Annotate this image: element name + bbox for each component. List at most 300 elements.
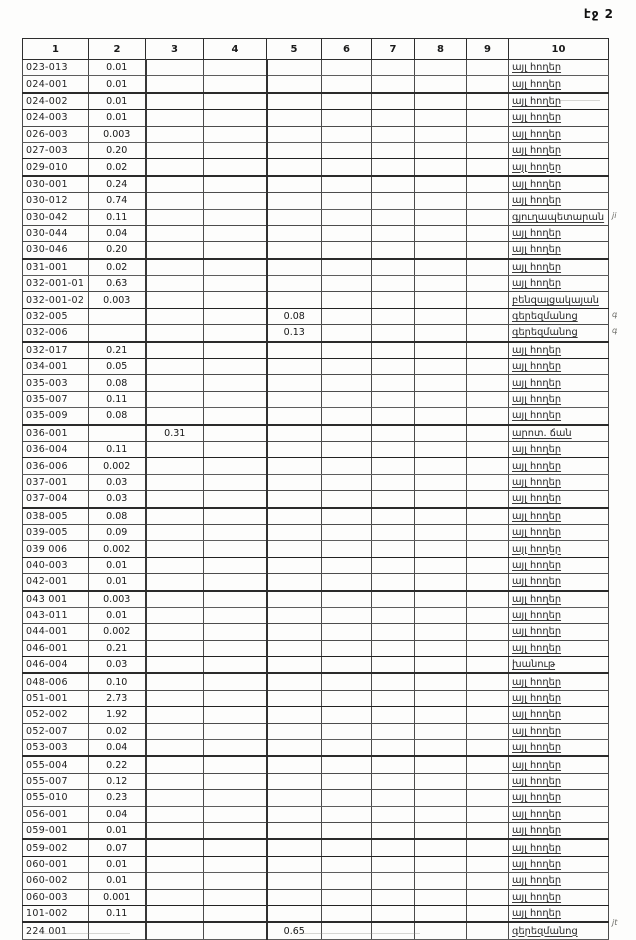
area-value-cell xyxy=(467,591,509,608)
table-row xyxy=(23,292,609,308)
area-value-cell xyxy=(204,474,267,490)
scan-artifact xyxy=(40,933,130,934)
area-value-cell xyxy=(372,110,415,126)
area-value-cell xyxy=(146,110,204,126)
area-value-cell xyxy=(146,60,204,76)
area-value-cell xyxy=(415,889,467,905)
area-value-cell xyxy=(267,458,322,474)
area-value-cell xyxy=(415,740,467,757)
area-value-cell: 0.02 xyxy=(89,159,146,176)
area-value-cell: 1.92 xyxy=(89,707,146,723)
area-value-cell xyxy=(467,126,509,142)
land-use-cell: գերեզմանոց xyxy=(509,325,609,342)
area-value-cell xyxy=(146,690,204,706)
area-value-cell xyxy=(204,209,267,225)
area-value-cell xyxy=(415,76,467,93)
area-value-cell xyxy=(322,557,372,573)
land-use-cell: այլ հողեր xyxy=(509,142,609,158)
area-value-cell xyxy=(415,541,467,557)
area-value-cell: 0.02 xyxy=(89,723,146,739)
parcel-code-cell: 032-006 xyxy=(23,325,89,342)
area-value-cell: 2.73 xyxy=(89,690,146,706)
area-value-cell xyxy=(372,408,415,425)
parcel-code-cell: 034-001 xyxy=(23,359,89,375)
area-value-cell xyxy=(415,110,467,126)
area-value-cell xyxy=(146,458,204,474)
area-value-cell xyxy=(415,308,467,324)
area-value-cell: 0.04 xyxy=(89,806,146,822)
area-value-cell: 0.002 xyxy=(89,541,146,557)
area-value-cell xyxy=(146,922,204,939)
parcel-code-cell: 224 001 xyxy=(23,922,89,939)
area-value-cell: 0.09 xyxy=(89,524,146,540)
table-row xyxy=(23,740,609,757)
area-value-cell: 0.10 xyxy=(89,673,146,690)
area-value-cell xyxy=(415,574,467,591)
area-value-cell xyxy=(415,657,467,674)
area-value-cell xyxy=(146,806,204,822)
area-value-cell xyxy=(146,723,204,739)
area-value-cell xyxy=(146,142,204,158)
area-value-cell xyxy=(322,524,372,540)
area-value-cell xyxy=(267,408,322,425)
column-header-4: 4 xyxy=(204,39,267,60)
area-value-cell xyxy=(372,342,415,359)
area-value-cell: 0.003 xyxy=(89,292,146,308)
land-use-cell: այլ հողեր xyxy=(509,259,609,276)
area-value-cell xyxy=(415,524,467,540)
area-value-cell xyxy=(204,110,267,126)
area-value-cell xyxy=(372,740,415,757)
area-value-cell xyxy=(204,60,267,76)
parcel-code-cell: 036-001 xyxy=(23,425,89,442)
area-value-cell xyxy=(146,209,204,225)
area-value-cell xyxy=(267,873,322,889)
area-value-cell: 0.03 xyxy=(89,474,146,490)
area-value-cell xyxy=(372,707,415,723)
table-row xyxy=(23,159,609,176)
area-value-cell xyxy=(372,308,415,324)
parcel-code-cell: 032-017 xyxy=(23,342,89,359)
area-value-cell xyxy=(322,142,372,158)
area-value-cell xyxy=(467,806,509,822)
area-value-cell xyxy=(146,557,204,573)
parcel-code-cell: 035-007 xyxy=(23,391,89,407)
area-value-cell xyxy=(372,242,415,259)
parcel-code-cell: 101-002 xyxy=(23,905,89,922)
area-value-cell xyxy=(267,276,322,292)
table-row xyxy=(23,822,609,839)
area-value-cell xyxy=(146,773,204,789)
area-value-cell xyxy=(267,508,322,525)
parcel-code-cell: 046-004 xyxy=(23,657,89,674)
area-value-cell: 0.24 xyxy=(89,176,146,193)
area-value-cell: 0.05 xyxy=(89,359,146,375)
area-value-cell xyxy=(204,707,267,723)
area-value-cell xyxy=(146,292,204,308)
area-value-cell xyxy=(204,508,267,525)
area-value-cell xyxy=(467,342,509,359)
parcel-code-cell: 043 001 xyxy=(23,591,89,608)
area-value-cell xyxy=(146,176,204,193)
area-value-cell xyxy=(372,292,415,308)
area-value-cell xyxy=(204,839,267,856)
area-value-cell xyxy=(322,574,372,591)
column-header-8: 8 xyxy=(415,39,467,60)
area-value-cell xyxy=(267,707,322,723)
area-value-cell xyxy=(372,806,415,822)
parcel-code-cell: 039-005 xyxy=(23,524,89,540)
column-header-9: 9 xyxy=(467,39,509,60)
area-value-cell xyxy=(372,508,415,525)
area-value-cell xyxy=(204,276,267,292)
parcel-code-cell: 030-001 xyxy=(23,176,89,193)
area-value-cell xyxy=(467,839,509,856)
table-row xyxy=(23,922,609,939)
table-row xyxy=(23,408,609,425)
area-value-cell xyxy=(267,905,322,922)
area-value-cell xyxy=(267,225,322,241)
area-value-cell xyxy=(415,591,467,608)
parcel-code-cell: 046-001 xyxy=(23,640,89,656)
area-value-cell xyxy=(415,126,467,142)
area-value-cell xyxy=(415,142,467,158)
area-value-cell: 0.31 xyxy=(146,425,204,442)
area-value-cell xyxy=(267,159,322,176)
area-value-cell xyxy=(415,922,467,939)
parcel-code-cell: 055-010 xyxy=(23,790,89,806)
area-value-cell xyxy=(322,209,372,225)
area-value-cell: 0.11 xyxy=(89,441,146,457)
area-value-cell xyxy=(415,325,467,342)
area-value-cell xyxy=(415,905,467,922)
area-value-cell xyxy=(467,690,509,706)
area-value-cell: 0.07 xyxy=(89,839,146,856)
column-header-6: 6 xyxy=(322,39,372,60)
parcel-code-cell: 052-007 xyxy=(23,723,89,739)
area-value-cell xyxy=(146,242,204,259)
area-value-cell xyxy=(267,425,322,442)
parcel-code-cell: 030-042 xyxy=(23,209,89,225)
area-value-cell xyxy=(322,474,372,490)
area-value-cell xyxy=(204,806,267,822)
area-value-cell xyxy=(146,873,204,889)
area-value-cell xyxy=(372,209,415,225)
area-value-cell xyxy=(415,640,467,656)
area-value-cell xyxy=(467,889,509,905)
area-value-cell xyxy=(415,690,467,706)
area-value-cell xyxy=(415,508,467,525)
parcel-code-cell: 037-004 xyxy=(23,491,89,508)
area-value-cell xyxy=(322,723,372,739)
area-value-cell xyxy=(204,624,267,640)
area-value-cell xyxy=(204,391,267,407)
area-value-cell xyxy=(146,591,204,608)
area-value-cell xyxy=(322,425,372,442)
area-value-cell xyxy=(267,806,322,822)
table-row xyxy=(23,308,609,324)
handwritten-margin-note: գ xyxy=(612,309,618,319)
parcel-code-cell: 055-004 xyxy=(23,756,89,773)
land-use-cell: այլ հողեր xyxy=(509,225,609,241)
table-row xyxy=(23,889,609,905)
land-use-cell: այլ հողեր xyxy=(509,93,609,110)
area-value-cell xyxy=(467,458,509,474)
area-value-cell xyxy=(467,325,509,342)
area-value-cell xyxy=(467,60,509,76)
area-value-cell xyxy=(267,93,322,110)
area-value-cell xyxy=(204,176,267,193)
area-value-cell xyxy=(415,342,467,359)
area-value-cell xyxy=(322,839,372,856)
area-value-cell xyxy=(146,839,204,856)
area-value-cell xyxy=(322,773,372,789)
land-use-cell: այլ հողեր xyxy=(509,591,609,608)
area-value-cell xyxy=(467,209,509,225)
area-value-cell xyxy=(204,889,267,905)
area-value-cell xyxy=(146,889,204,905)
area-value-cell xyxy=(372,591,415,608)
parcel-code-cell: 036-006 xyxy=(23,458,89,474)
area-value-cell xyxy=(372,225,415,241)
area-value-cell xyxy=(204,873,267,889)
area-value-cell xyxy=(322,359,372,375)
table-row xyxy=(23,193,609,209)
table-row xyxy=(23,126,609,142)
area-value-cell: 0.003 xyxy=(89,591,146,608)
area-value-cell xyxy=(415,773,467,789)
area-value-cell xyxy=(372,790,415,806)
area-value-cell xyxy=(267,491,322,508)
area-value-cell: 0.12 xyxy=(89,773,146,789)
area-value-cell xyxy=(267,640,322,656)
area-value-cell xyxy=(204,756,267,773)
land-use-cell: այլ հողեր xyxy=(509,640,609,656)
area-value-cell: 0.01 xyxy=(89,856,146,872)
area-value-cell xyxy=(322,242,372,259)
area-value-cell xyxy=(267,889,322,905)
area-value-cell xyxy=(372,557,415,573)
area-value-cell xyxy=(146,707,204,723)
area-value-cell xyxy=(146,76,204,93)
area-value-cell: 0.20 xyxy=(89,142,146,158)
area-value-cell xyxy=(467,359,509,375)
area-value-cell xyxy=(372,276,415,292)
area-value-cell xyxy=(267,209,322,225)
land-use-cell: այլ հողեր xyxy=(509,176,609,193)
area-value-cell xyxy=(322,690,372,706)
land-use-cell: արոտ. ճան xyxy=(509,425,609,442)
land-use-cell: այլ հողեր xyxy=(509,474,609,490)
land-use-cell: այլ հողեր xyxy=(509,524,609,540)
area-value-cell xyxy=(415,607,467,623)
land-use-cell: այլ հողեր xyxy=(509,408,609,425)
area-value-cell xyxy=(467,292,509,308)
area-value-cell xyxy=(267,342,322,359)
area-value-cell xyxy=(415,790,467,806)
area-value-cell xyxy=(322,740,372,757)
area-value-cell: 0.13 xyxy=(267,325,322,342)
area-value-cell xyxy=(372,922,415,939)
area-value-cell xyxy=(467,607,509,623)
area-value-cell xyxy=(467,474,509,490)
area-value-cell xyxy=(415,806,467,822)
area-value-cell xyxy=(322,873,372,889)
table-row xyxy=(23,640,609,656)
column-header-10: 10 xyxy=(509,39,609,60)
area-value-cell xyxy=(146,640,204,656)
area-value-cell: 0.08 xyxy=(267,308,322,324)
area-value-cell xyxy=(322,541,372,557)
table-row xyxy=(23,790,609,806)
area-value-cell xyxy=(415,458,467,474)
area-value-cell xyxy=(372,723,415,739)
area-value-cell xyxy=(204,359,267,375)
area-value-cell: 0.01 xyxy=(89,873,146,889)
area-value-cell xyxy=(467,557,509,573)
parcel-code-cell: 024-003 xyxy=(23,110,89,126)
area-value-cell xyxy=(467,276,509,292)
parcel-code-cell: 048-006 xyxy=(23,673,89,690)
area-value-cell xyxy=(267,773,322,789)
area-value-cell xyxy=(372,93,415,110)
land-use-cell: գերեզմանոց xyxy=(509,308,609,324)
area-value-cell xyxy=(372,375,415,391)
area-value-cell xyxy=(322,76,372,93)
area-value-cell xyxy=(372,491,415,508)
table-row xyxy=(23,773,609,789)
area-value-cell xyxy=(372,889,415,905)
area-value-cell: 0.03 xyxy=(89,657,146,674)
area-value-cell xyxy=(146,491,204,508)
area-value-cell: 0.01 xyxy=(89,574,146,591)
area-value-cell xyxy=(146,225,204,241)
table-row xyxy=(23,673,609,690)
area-value-cell xyxy=(204,905,267,922)
area-value-cell xyxy=(146,607,204,623)
land-use-cell: այլ հողեր xyxy=(509,889,609,905)
area-value-cell: 0.01 xyxy=(89,607,146,623)
area-value-cell xyxy=(372,391,415,407)
area-value-cell xyxy=(372,159,415,176)
area-value-cell xyxy=(322,607,372,623)
area-value-cell xyxy=(146,391,204,407)
area-value-cell xyxy=(267,856,322,872)
area-value-cell: 0.08 xyxy=(89,375,146,391)
area-value-cell xyxy=(415,756,467,773)
parcel-code-cell: 024-002 xyxy=(23,93,89,110)
area-value-cell xyxy=(322,756,372,773)
area-value-cell xyxy=(204,242,267,259)
land-use-cell: այլ հողեր xyxy=(509,276,609,292)
area-value-cell xyxy=(415,822,467,839)
area-value-cell xyxy=(467,408,509,425)
table-row xyxy=(23,657,609,674)
table-row xyxy=(23,508,609,525)
area-value-cell xyxy=(415,557,467,573)
land-use-cell: այլ հողեր xyxy=(509,707,609,723)
area-value-cell xyxy=(415,225,467,241)
area-value-cell xyxy=(204,408,267,425)
area-value-cell xyxy=(322,707,372,723)
area-value-cell xyxy=(267,673,322,690)
area-value-cell xyxy=(467,110,509,126)
area-value-cell xyxy=(467,574,509,591)
column-header-5: 5 xyxy=(267,39,322,60)
parcel-code-cell: 032-001-01 xyxy=(23,276,89,292)
area-value-cell xyxy=(322,408,372,425)
area-value-cell xyxy=(204,225,267,241)
area-value-cell xyxy=(467,508,509,525)
area-value-cell xyxy=(372,607,415,623)
area-value-cell xyxy=(267,690,322,706)
area-value-cell xyxy=(146,541,204,557)
area-value-cell xyxy=(415,359,467,375)
area-value-cell xyxy=(467,773,509,789)
land-use-cell: այլ հողեր xyxy=(509,773,609,789)
area-value-cell xyxy=(204,607,267,623)
land-use-cell: այլ հողեր xyxy=(509,790,609,806)
area-value-cell xyxy=(372,873,415,889)
area-value-cell xyxy=(146,193,204,209)
area-value-cell xyxy=(146,308,204,324)
area-value-cell xyxy=(267,142,322,158)
table-row xyxy=(23,60,609,76)
table-row xyxy=(23,325,609,342)
area-value-cell xyxy=(467,707,509,723)
land-use-cell: այլ հողեր xyxy=(509,441,609,457)
area-value-cell xyxy=(204,790,267,806)
area-value-cell xyxy=(467,673,509,690)
area-value-cell xyxy=(415,707,467,723)
table-row xyxy=(23,76,609,93)
area-value-cell xyxy=(204,93,267,110)
column-header-2: 2 xyxy=(89,39,146,60)
area-value-cell xyxy=(322,491,372,508)
parcel-code-cell: 037-001 xyxy=(23,474,89,490)
parcel-code-cell: 060-002 xyxy=(23,873,89,889)
parcel-code-cell: 024-001 xyxy=(23,76,89,93)
area-value-cell xyxy=(467,93,509,110)
area-value-cell xyxy=(467,391,509,407)
area-value-cell xyxy=(467,873,509,889)
area-value-cell: 0.11 xyxy=(89,905,146,922)
handwritten-margin-note: գ xyxy=(612,326,618,336)
land-parcel-table xyxy=(22,38,609,940)
area-value-cell xyxy=(267,756,322,773)
parcel-code-cell: 027-003 xyxy=(23,142,89,158)
area-value-cell: 0.001 xyxy=(89,889,146,905)
area-value-cell xyxy=(204,574,267,591)
land-use-cell: այլ հողեր xyxy=(509,574,609,591)
area-value-cell xyxy=(372,673,415,690)
area-value-cell xyxy=(89,308,146,324)
table-row xyxy=(23,474,609,490)
area-value-cell xyxy=(146,624,204,640)
area-value-cell xyxy=(372,822,415,839)
area-value-cell xyxy=(322,790,372,806)
area-value-cell xyxy=(415,375,467,391)
area-value-cell xyxy=(322,856,372,872)
area-value-cell xyxy=(267,822,322,839)
area-value-cell xyxy=(415,259,467,276)
scan-artifact xyxy=(300,933,420,934)
area-value-cell xyxy=(372,60,415,76)
table-row xyxy=(23,524,609,540)
area-value-cell xyxy=(146,673,204,690)
land-use-cell: այլ հողեր xyxy=(509,624,609,640)
area-value-cell xyxy=(322,905,372,922)
